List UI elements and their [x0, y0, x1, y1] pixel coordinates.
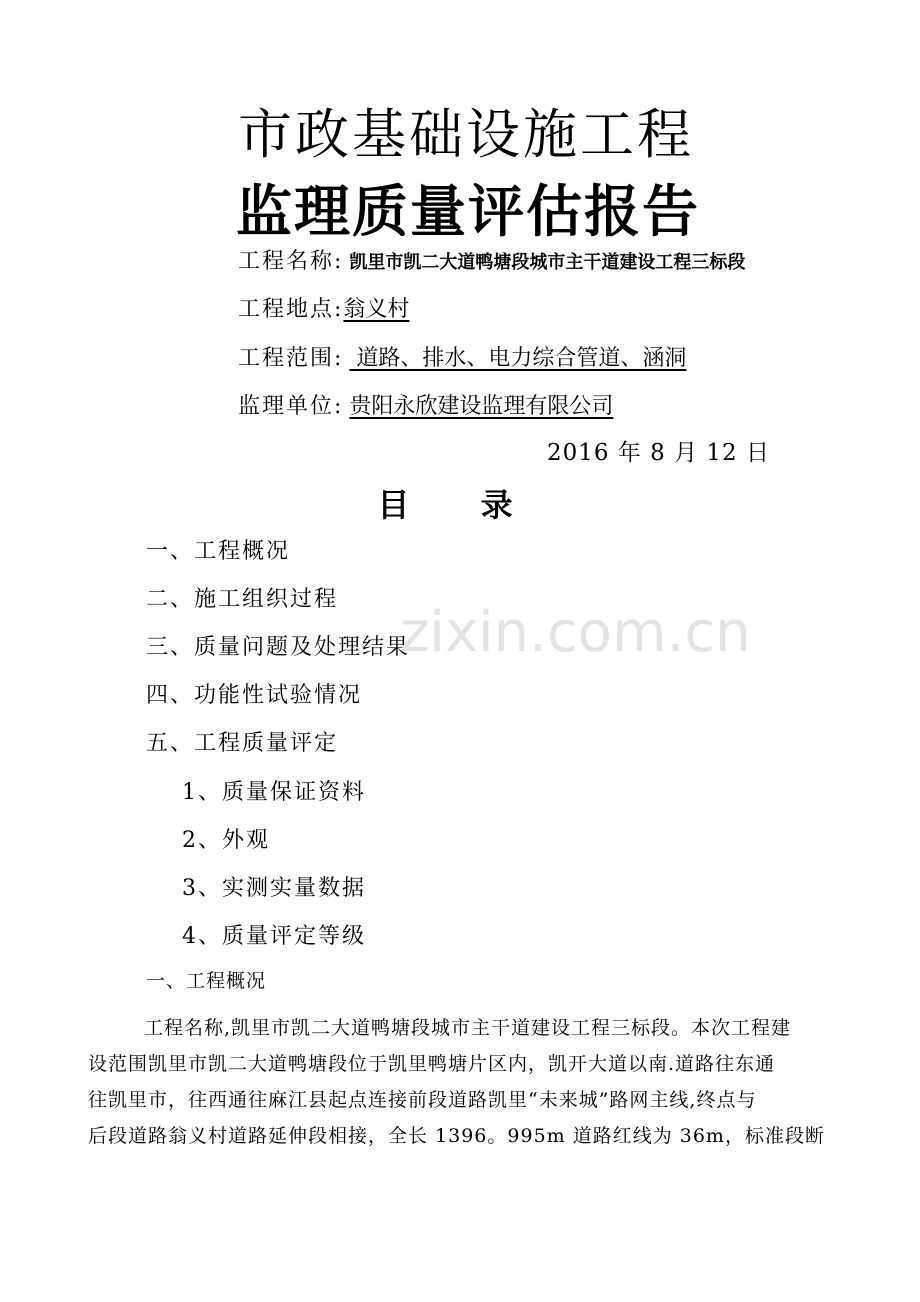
field-label: 工程名称:	[238, 249, 344, 274]
report-title-line1: 市政基础设施工程	[238, 103, 694, 166]
report-date: 2016 年 8 月 12 日	[547, 440, 770, 466]
field-supervision-unit	[238, 389, 613, 420]
field-value: 翁义村	[343, 297, 410, 322]
toc-subitem[interactable]: 3、实测实量数据	[182, 876, 366, 901]
field-label: 工程范围:	[238, 346, 344, 371]
paragraph-line: 工程名称,凯里市凯二大道鸭塘段城市主干道建设工程三标段。本次工程建	[144, 1017, 792, 1039]
toc-subitem[interactable]: 1、质量保证资料	[182, 780, 366, 805]
field-label: 监理单位:	[238, 394, 344, 419]
section-paragraph	[88, 1010, 836, 1154]
toc-subitem[interactable]: 4、质量评定等级	[182, 924, 366, 949]
toc-item[interactable]: 三、质量问题及处理结果	[146, 635, 411, 660]
watermark: zixin.com.cn	[400, 600, 751, 665]
paragraph-line: 后段道路翁义村道路延伸段相接，全长 1396。995m 道路红线为 36m，标准段断	[88, 1125, 825, 1147]
field-value: 贵阳永欣建设监理有限公司	[349, 394, 614, 419]
toc-title: 目 录	[377, 486, 543, 524]
paragraph-line: 设范围凯里市凯二大道鸭塘段位于凯里鸭塘片区内，凯开大道以南.道路往东通	[88, 1053, 776, 1075]
field-project-location	[238, 292, 409, 323]
field-label: 工程地点:	[238, 297, 344, 322]
toc-item[interactable]: 二、施工组织过程	[146, 587, 339, 612]
toc-subitem[interactable]: 2、外观	[182, 828, 270, 853]
toc-item[interactable]: 四、功能性试验情况	[146, 683, 363, 708]
report-title-line2: 监理质量评估报告	[236, 180, 700, 245]
section-heading: 一、工程概况	[146, 970, 267, 992]
field-value: 道路、排水、电力综合管道、涵洞	[349, 346, 687, 371]
field-project-scope	[238, 341, 686, 372]
toc-item[interactable]: 五、工程质量评定	[146, 731, 339, 756]
field-value: 凯里市凯二大道鸭塘段城市主干道建设工程三标段	[349, 252, 746, 273]
paragraph-line: 往凯里市，往西通往麻江县起点连接前段道路凯里“未来城”路网主线,终点与	[88, 1089, 757, 1111]
toc-item[interactable]: 一、工程概况	[146, 539, 291, 564]
field-project-name	[238, 244, 745, 275]
